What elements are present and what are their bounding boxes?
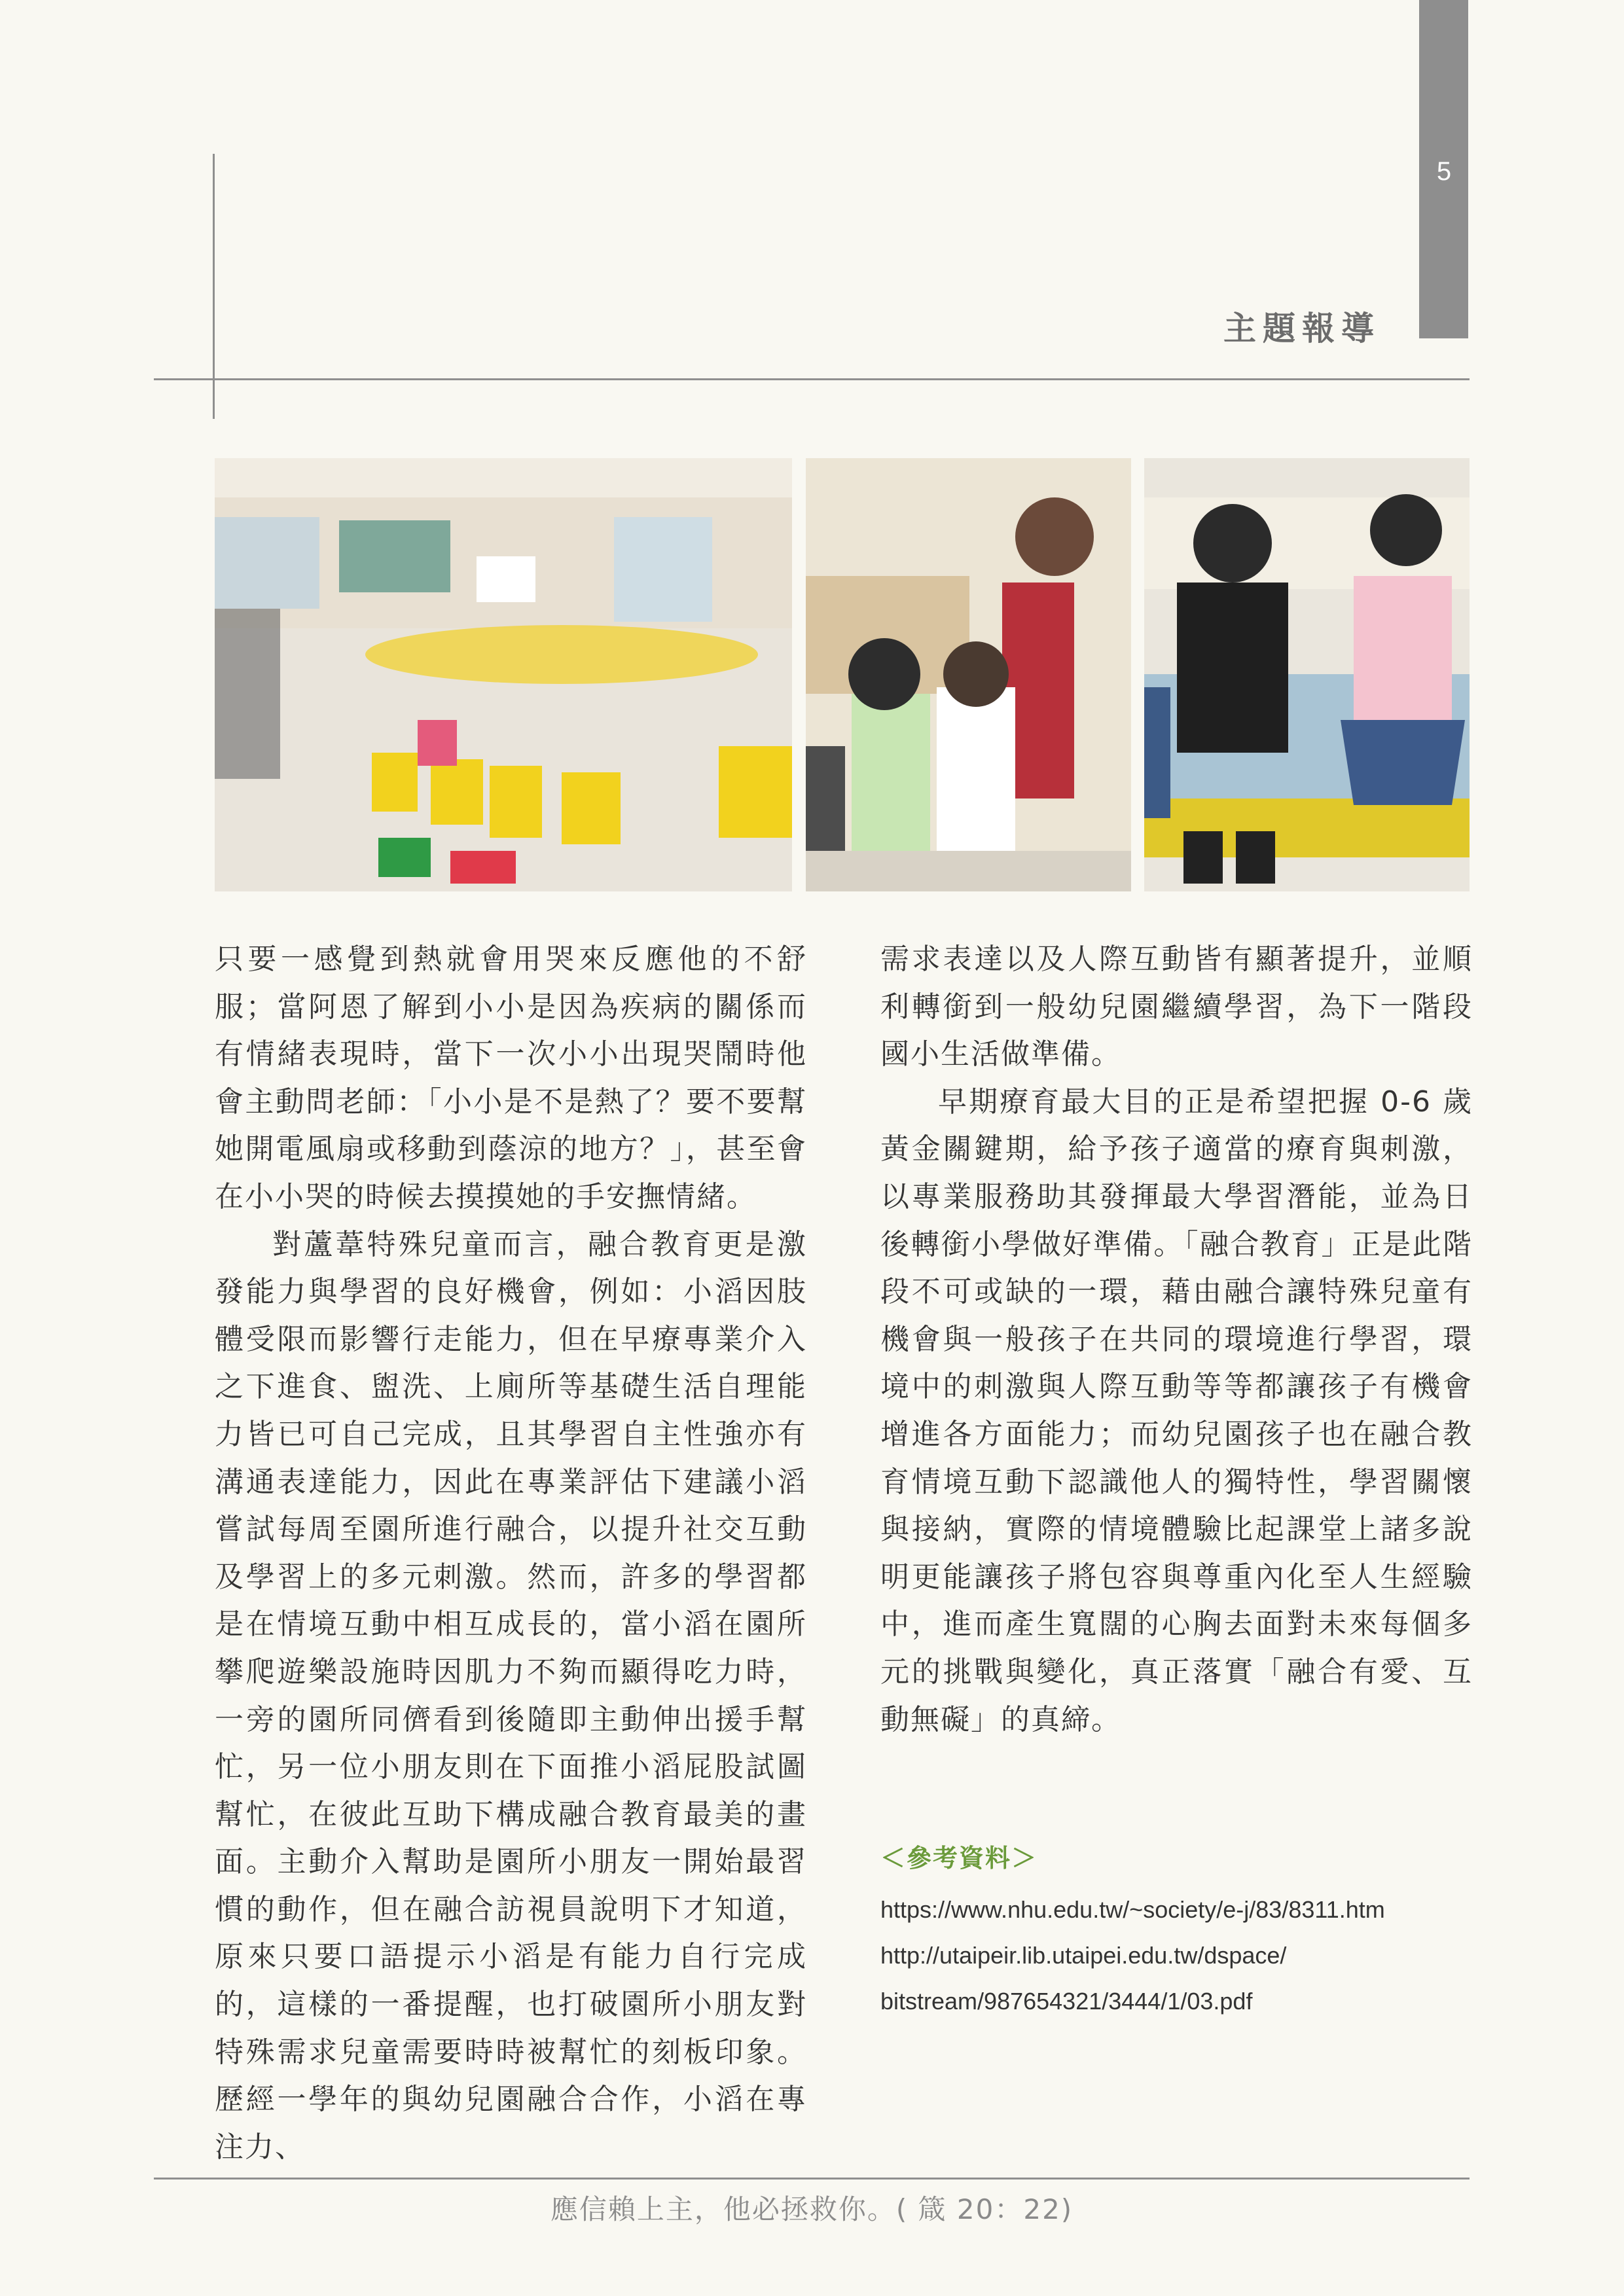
children-at-sand-table-photo [1144,458,1470,891]
paragraph: 早期療育最大目的正是希望把握 0-6 歲黃金關鍵期，給予孩子適當的療育與刺激，以專業服務助其發揮最大學習潛能，並為日後轉銜小學做好準備。「融合教育」正是此階段不可或缺的一環，藉由融合讓特殊兒童有機會與一般孩子在共同的環境進行學習，環境中的刺激與人際互動等等都讓孩子有機會增進各方面能力；而幼兒園孩子也在融合教育情境互動下認識他人的獨特性，學習關懷與接納，實際的情境體驗比起課堂上諸多說明更能讓孩子將包容與尊重內化至人生經驗中，進而產生寬闊的心胸去面對未來每個多元的挑戰與變化，真正落實「融合有愛、互動無礙」的真締。 [880,1085,1473,1736]
classroom-circle-photo [215,458,792,891]
article-column-left [215,936,807,2171]
teacher-assisting-children-photo [806,458,1131,891]
references-title: ＜參考資料＞ [880,1844,1038,1873]
page-number: 5 [1436,157,1452,186]
header-horizontal-rule [154,378,1470,380]
footer-rule [154,2178,1470,2179]
reference-link[interactable]: http://utaipeir.lib.utaipei.edu.tw/dspace/ [880,1942,1287,1969]
footer-verse: 應信賴上主，他必拯救你。( 箴 20：22) [550,2193,1074,2225]
reference-link[interactable]: bitstream/987654321/3444/1/03.pdf [880,1988,1253,2015]
paragraph: 只要一感覺到熱就會用哭來反應他的不舒服；當阿恩了解到小小是因為疾病的關係而有情緒表現時，當下一次小小出現哭鬧時他會主動問老師：「小小是不是熱了？要不要幫她開電風扇或移動到蔭涼的地方？」，甚至會在小小哭的時候去摸摸她的手安撫情緒。 [215,942,807,1213]
reference-link[interactable]: https://www.nhu.edu.tw/~society/e-j/83/8311.htm [880,1896,1385,1923]
paragraph: 對蘆葦特殊兒童而言，融合教育更是激發能力與學習的良好機會，例如：小滔因肢體受限而影響行走能力，但在早療專業介入之下進食、盥洗、上廁所等基礎生活自理能力皆已可自己完成，且其學習自主性強亦有溝通表達能力，因此在專業評估下建議小滔嘗試每周至園所進行融合，以提升社交互動及學習上的多元刺激。然而，許多的學習都是在情境互動中相互成長的，當小滔在園所攀爬遊樂設施時因肌力不夠而顯得吃力時，一旁的園所同儕看到後隨即主動伸出援手幫忙，另一位小朋友則在下面推小滔屁股試圖幫忙，在彼此互助下構成融合教育最美的畫面。主動介入幫助是園所小朋友一開始最習慣的動作，但在融合訪視員說明下才知道，原來只要口語提示小滔是有能力自行完成的，這樣的一番提醒，也打破園所小朋友對特殊需求兒童需要時時被幫忙的刻板印象。歷經一學年的與幼兒園融合合作，小滔在專注力、 [215,1227,807,2164]
paragraph: 需求表達以及人際互動皆有顯著提升，並順利轉銜到一般幼兒園繼續學習，為下一階段國小生活做準備。 [880,942,1473,1071]
article-column-right [880,936,1473,1744]
section-title: 主題報導 [1223,310,1380,348]
references-block [880,1838,1470,2024]
